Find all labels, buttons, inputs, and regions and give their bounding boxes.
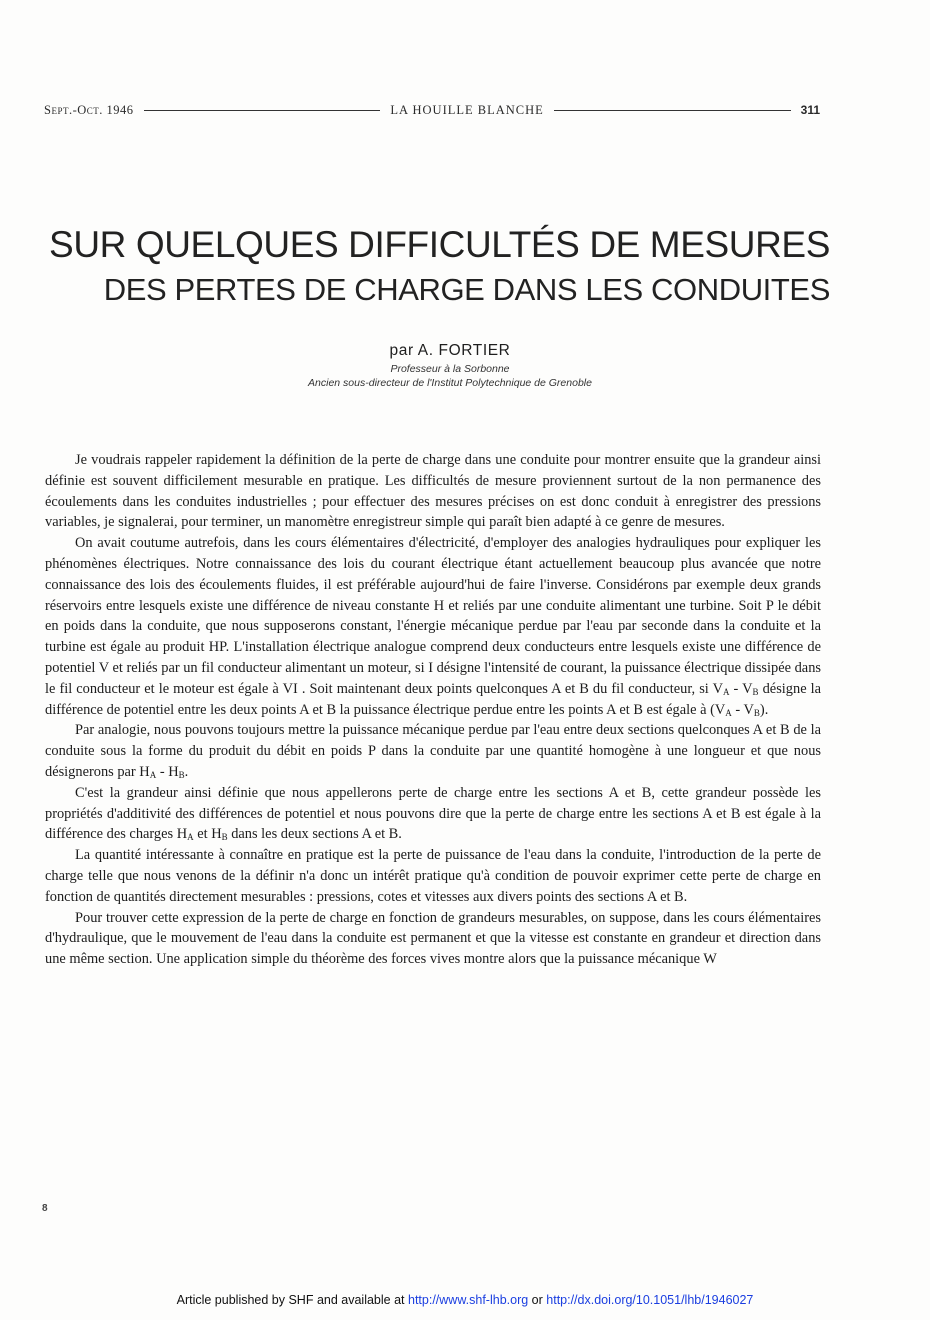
paragraph-6: Pour trouver cette expression de la perte de charge en fonction de grandeurs mesurables, on suppose, dans les cours élémentaires d'hydraulique, que le mouvement de l'eau dans la conduite est permanent et que la vitesse est constante en grandeur et direction dans une même section. Une application simple du théorème des forces vives montre alors que la puissance mécanique W [45, 909, 821, 968]
footer-link-shf[interactable]: http://www.shf-lhb.org [408, 1293, 529, 1307]
paragraph-4: C'est la grandeur ainsi définie que nous appellerons perte de charge entre les sections A et B, cette grandeur possède les propriétés d'additivité des différences de potentiel et nous pouvons dire que la perte de charge entre les sections A et B est égale à la différence des charges $H_A$ et $H_B$ dans les deux sections A et B. [45, 784, 821, 843]
title-line-1: SUR QUELQUES DIFFICULTÉS DE MESURES [49, 224, 830, 265]
footer-prefix: Article published by SHF and available at [176, 1293, 408, 1307]
issue-date: Sept.-Oct. 1946 [44, 102, 134, 117]
page-number: 311 [800, 103, 821, 117]
signature-mark: 8 [42, 1203, 48, 1214]
journal-title: LA HOUILLE BLANCHE [390, 102, 544, 117]
running-header [44, 100, 820, 120]
author-affiliation-1: Professeur à la Sorbonne [390, 363, 510, 375]
title-line-2: DES PERTES DE CHARGE DANS LES CONDUITES [103, 272, 830, 307]
paragraph-3: Par analogie, nous pouvons toujours mettre la puissance mécanique perdue par l'eau entre deux sections quelconques A et B de la conduite sous la forme du produit du débit en poids P dans la conduite par une quantité homogène à une longueur et que nous désignerons par $H_A - H_B$. [45, 722, 821, 780]
article-body [45, 450, 821, 970]
paragraph-2: On avait coutume autrefois, dans les cours élémentaires d'électricité, d'employer des analogies hydrauliques pour expliquer les phénomènes électriques. Notre connaissance des lois du courant électrique étant actuellement beaucoup plus avancée que notre connaissance des lois des écoulements fluides, il est préférable aujourd'hui de faire l'inverse. Considérons par exemple deux grands réservoirs entre lesquels existe une différence de niveau constante H et reliés par une conduite alimentant une turbine. Soit P le débit en poids dans la conduite, que nous supposerons constant, l'énergie mécanique perdue par l'eau par seconde dans la conduite et la turbine est égale au produit HP. L'installation électrique analogue comprend deux conducteurs entre lesquels existe une différence de potentiel V et reliés par un fil conducteur alimentant un moteur, si I désigne l'intensité de courant, la puissance électrique dissipée dans le fil conducteur et le moteur est égale à VI . Soit maintenant deux points quelconques A et B du fil conducteur, si $V_A - V_B$ désigne la différence de potentiel entre les deux points A et B la puissance électrique perdue entre les points A et B est égale à $(V_A - V_B)$. [45, 535, 822, 718]
publication-footer [0, 1293, 930, 1307]
paragraph-1: Je voudrais rappeler rapidement la définition de la perte de charge dans une conduite pour montrer ensuite que la grandeur ainsi définie est souvent difficilement mesurable en pratique. Les difficultés de mesure proviennent surtout de la non permanence des écoulements dans les conduites industrielles ; pour effectuer des mesures précises on est donc conduit à enregistrer des pressions variables, je signalerai, pour terminer, un manomètre enregistreur simple qui paraît bien adapté à ce genre de mesures. [45, 452, 821, 531]
header-rule-left [144, 110, 381, 111]
footer-or: or [528, 1293, 547, 1307]
author-affiliation-2: Ancien sous-directeur de l'Institut Polytechnique de Grenoble [308, 377, 592, 389]
paragraph-5: La quantité intéressante à connaître en pratique est la perte de puissance de l'eau dans la conduite, l'introduction de la perte de charge telle que nous venons de la définir n'a donc un intérêt pratique qu'à condition de pouvoir exprimer cette perte de charge en fonction de quantités directement mesurables : pressions, cotes et vitesses aux divers points des sections A et B. [45, 847, 821, 905]
author-name: par A. FORTIER [389, 342, 511, 359]
author-block [200, 340, 700, 390]
article-title [40, 222, 830, 312]
footer-link-doi[interactable]: http://dx.doi.org/10.1051/lhb/1946027 [546, 1293, 754, 1307]
header-rule-right [554, 110, 791, 111]
